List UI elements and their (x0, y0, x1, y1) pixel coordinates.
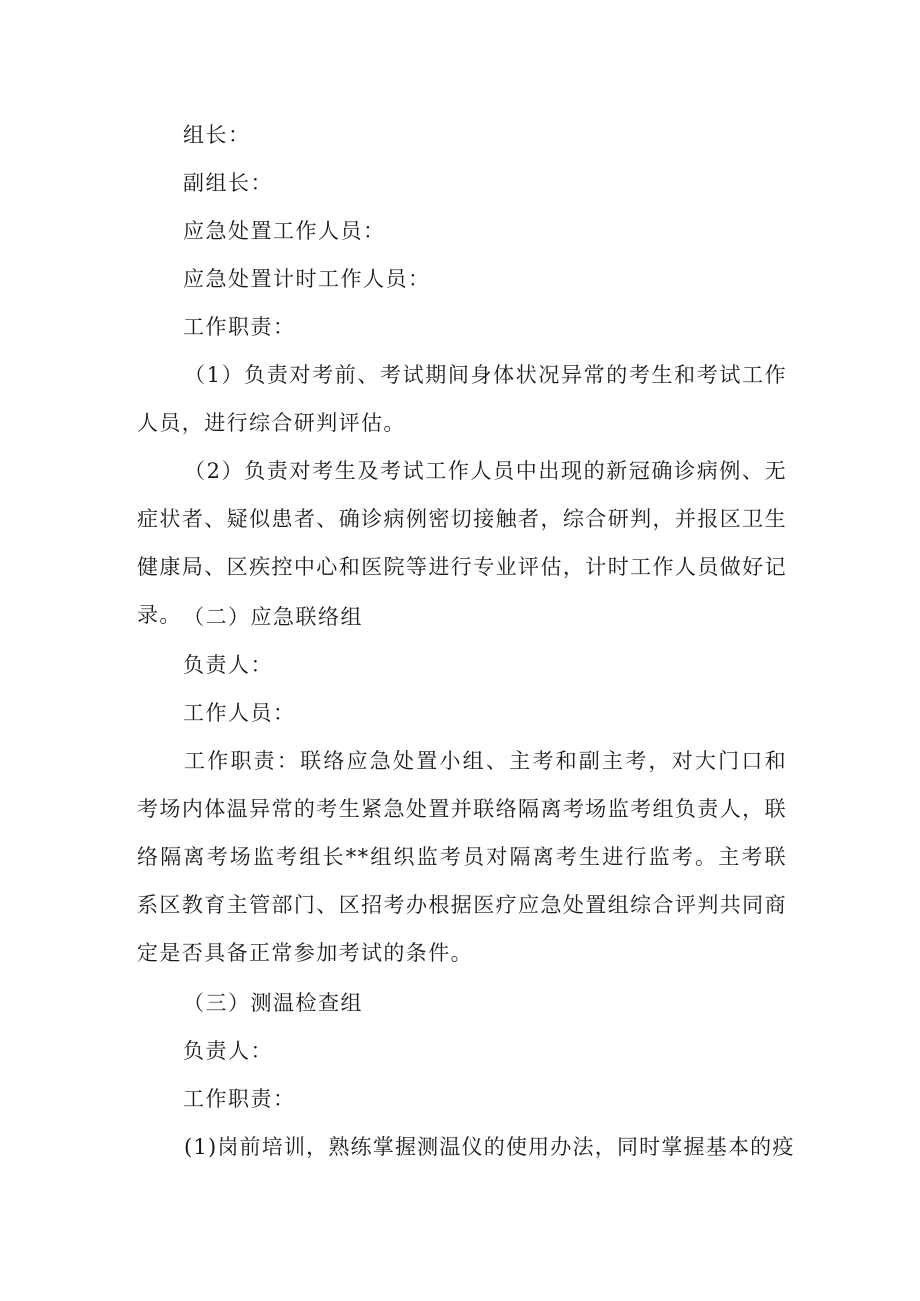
section-heading-liaison: （二）应急联络组 (183, 605, 363, 629)
section-heading-temperature: （三）测温检查组 (183, 991, 363, 1015)
deputy-leader-label: 副组长： (183, 171, 273, 195)
leader-label: 组长： (183, 123, 251, 147)
duty-item-1: （1）负责对考前、考试期间身体状况异常的考生和考试工作人员，进行综合研判评估。 (137, 363, 787, 435)
duty-item-2: （2）负责对考生及考试工作人员中出现的新冠确诊病例、无症状者、疑似患者、确诊病例密切接触者，综合研判，并报区卫生健康局、区疾控中心和医院等进行专业评估，计时工作人员做好记录。 (137, 459, 787, 627)
liaison-staff-label: 工作人员： (183, 701, 296, 725)
emergency-staff-label: 应急处置工作人员： (183, 219, 386, 243)
liaison-duties-paragraph: 工作职责：联络应急处置小组、主考和副主考，对大门口和考场内体温异常的考生紧急处置并联络隔离考场监考组负责人，联络隔离考场监考组长**组织监考员对隔离考生进行监考。主考联系区教育主管部门、区招考办根据医疗应急处置组综合评判共同商定是否具备正常参加考试的条件。 (137, 749, 787, 965)
temperature-duty-item-1: (1)岗前培训，熟练掌握测温仪的使用办法，同时掌握基本的疫 (184, 1135, 795, 1159)
temperature-person-label: 负责人： (183, 1039, 273, 1063)
duties-heading: 工作职责： (183, 315, 296, 339)
temperature-duties-heading: 工作职责： (183, 1087, 296, 1111)
emergency-timing-staff-label: 应急处置计时工作人员： (183, 267, 431, 291)
liaison-person-label: 负责人： (183, 653, 273, 677)
